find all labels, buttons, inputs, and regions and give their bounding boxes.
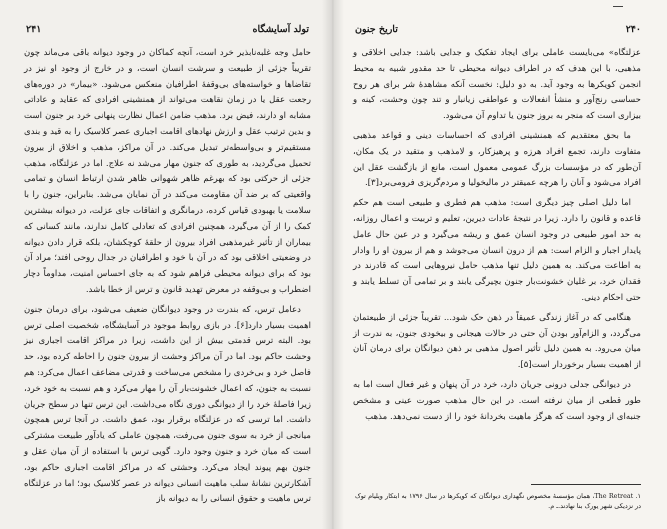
- right-page: [333, 0, 667, 529]
- right-page-body: [353, 46, 641, 425]
- running-title-right: تاریخ جنون: [355, 24, 398, 35]
- right-paragraph-3: اما دلیل اصلی چیز دیگری است: مذهب هم فطری و طبیعی است هم حکم قاعده و قانون را دارد. زیرا در نتیجهٔ عادات دیرین، تعلیم و تربیت و اعمال روزانه، به حد امور طبیعی در وجود انسان عمق و ریشه می‌گیرد و در عین حال عامل پایدار اجبار و الزام است: هم از درون انسان می‌جوشد و هم از بیرون او را وادار به اطاعت می‌کند. به همین دلیل تنها مذهب حامل نیروهایی است که قادرند در فقدان خرد، بر غلیان خشونت‌بار جنون بچیرگی یابند و بر تمامی آن تسلط یابند و حتی احکام دینی.: [353, 198, 641, 303]
- left-page: [0, 0, 333, 529]
- footnote: ۱. The Retreat، همان مؤسسهٔ مخصوص نگهداری دیوانگان که کویکرها در سال ۱۷۹۶ به ابتکار ویلیام توک در نزدیکی شهر یورک بنا نهادند.ـ م.: [355, 492, 641, 510]
- page-number-left: ۲۴۱: [26, 24, 42, 35]
- page-corner-mark: [613, 6, 623, 7]
- right-paragraph-4: هنگامی که در آغاز زندگی عمیقاً در ذهن حک شود... تقریباً جزئی از طبیعتمان می‌گردد، و الزام‌آور بودن آن حتی در حالات هیجانی و بیخودی جنون، به ندرت از میان می‌رود. به همین دلیل تأثیر اصول مذهبی بر ذهن دیوانگان برای درمان آنان از اهمیت بسیار برخوردار است[۵].: [353, 312, 641, 371]
- left-page-body: [24, 46, 311, 508]
- page-number-right: ۲۴۰: [625, 24, 641, 35]
- right-paragraph-1: عزلتگاه» می‌بایست عاملی برای ایجاد تفکیک و جدایی باشد: جدایی اخلاقی و مذهبی، با این هدف که در اطراف دیوانه محیطی تا حد مقدور شبیه به محیط انجمن کویکرها به وجود آید. به دو دلیل: نخست آنکه مشاهدهٔ شر برای هر روح حساسی رنج‌آور و منشأ انفعالات و عواطفی زیانبار و تند چون وحشت، کینه و بیزاری است که منجر به بروز جنون یا تداوم آن می‌شود.: [353, 48, 641, 122]
- footnote-divider: [531, 484, 641, 485]
- left-paragraph-2: دعامل ترس، که بندرت در وجود دیوانگان ضعیف می‌شود، برای درمان جنون اهمیت بسیار دارد[۶]. در بازی روابط موجود در آسایشگاه، شخصیت اصلی ترس بود. البته ترس قدمتی بیش از این داشت، زیرا در مراکز اقامت اجباری نیز وحشت حاکم بود. اما در آن مراکز وحشت از بیرون جنون را احاطه کرده بود، حد فاصل خرد و بی‌خردی را مشخص می‌ساخت و قدرتی مضاعف اعمال می‌کرد: هم نسبت به جنون، که اعمال خشونت‌بار آن را مهار می‌کرد و هم نسبت به خود خرد، زیرا فاصلهٔ خرد را از دیوانگی دوری نگاه می‌داشت. این ترس تنها در سطح جریان داشت. اما ترسی که در عزلتگاه برقرار بود، عمق داشت. در آنجا ترس همچون میانجی از خرد به سوی جنون می‌رفت، همچون عاملی که یادآور طبیعت مشترکی است که میان خرد و جنون وجود دارد. گویی ترس با استفاده از آن میان عقل و جنون بهم پیوند ایجاد می‌کرد. وحشتی که در مراکز اقامت اجباری حاکم بود، آشکارترین نشانهٔ سلب ماهیت انسانی دیوانه در عصر کلاسیک بود؛ اما در عزلتگاه ترس ماهیت و حقوق انسانی را به دیوانه باز: [24, 304, 311, 505]
- left-paragraph-1: حامل وجه غلبه‌نابذیر خرد است، آنچه کماکان در وجود دیوانه باقی می‌ماند چون تقریباً جزئی از طبیعت و سرشت انسان است، و در خارج از وجود او نیز در تقاضاها و خواسته‌های بی‌وقفهٔ اطرافیان منعکس می‌شود. «بیمار» در دوره‌های رجعت عقل یا در زمان نقاهت می‌تواند از همنشینی افرادی که عقاید و عاداتی مشابه او دارند، فیض برد. مذهب ضامن اعمال نظارت پنهانی خرد بر جنون است و بدین ترتیب عقل و ارزش نهادهای اقامت اجباری عصر کلاسیک را به قید و بندی مستقیم‌تر و بی‌واسطه‌تر تبدیل می‌کند. در آن مراکز، مذهب و اخلاق از بیرون تحمیل می‌گردید، به طوری که جنون مهار می‌شد نه علاج. اما در عزلتگاه، مذهب جزئی از حرکتی بود که بهرغم ظاهر شهوانی ظاهر شدن ارتباط انسان و تمامی واقعیتی که بر ضد آن مقاومت می‌کند در آن نمایان می‌شد. بنابراین، جنون را با سلامت یا بهبودی قیاس کرده، درمانگری و اتفاقات جای عزلت، در دیوانه بیشترین کمک را از آن می‌گیرد، همچنین افرادی که تعادلی کامل ندارند، مانند کسانی که بیماران از تأثیر غیرمذهبی افراد بیرون از حلقهٔ کوچکشان، بلکه قرار دادن دیوانه در وضعیتی اخلاقی بود که در آن با خود و اطرافیان در جدال روحی افتد؛ مراد آن بود که برای دیوانه محیطی فراهم شود که به جای احساس امنیت، مداوماً دچار اضطراب و بی‌وقفه در معرض تهدید قانون و ترس از خطا باشد.: [24, 48, 311, 295]
- right-paragraph-5: در دیوانگی جدلی درونی جریان دارد، خرد در آن پنهان و غیر فعال است اما به طور قطعی از میان نرفته است. در این حال مذهب صورت عینی و مشخص جنبه‌ای از وجود است که هرگز ماهیت بخردانهٔ خود را از دست نمی‌دهد. مذهب: [353, 379, 641, 422]
- running-title-left: تولد آسایشگاه: [252, 24, 309, 35]
- right-paragraph-2: ما بحق معتقدیم که همنشینی افرادی که احساسات دینی و قواعد مذهبی متفاوت دارند، تجمع افراد هرزه و پرهیزکار، و لامذهب و متقید در یک مکان، آن‌طور که در مؤسسات بزرگ عمومی معمول است، مانع از بازگشت عقل این افراد می‌شود و آنان را هرچه عمیقتر در مالیخولیا و مردم‌گریزی فرومی‌برد[۳].: [353, 130, 641, 189]
